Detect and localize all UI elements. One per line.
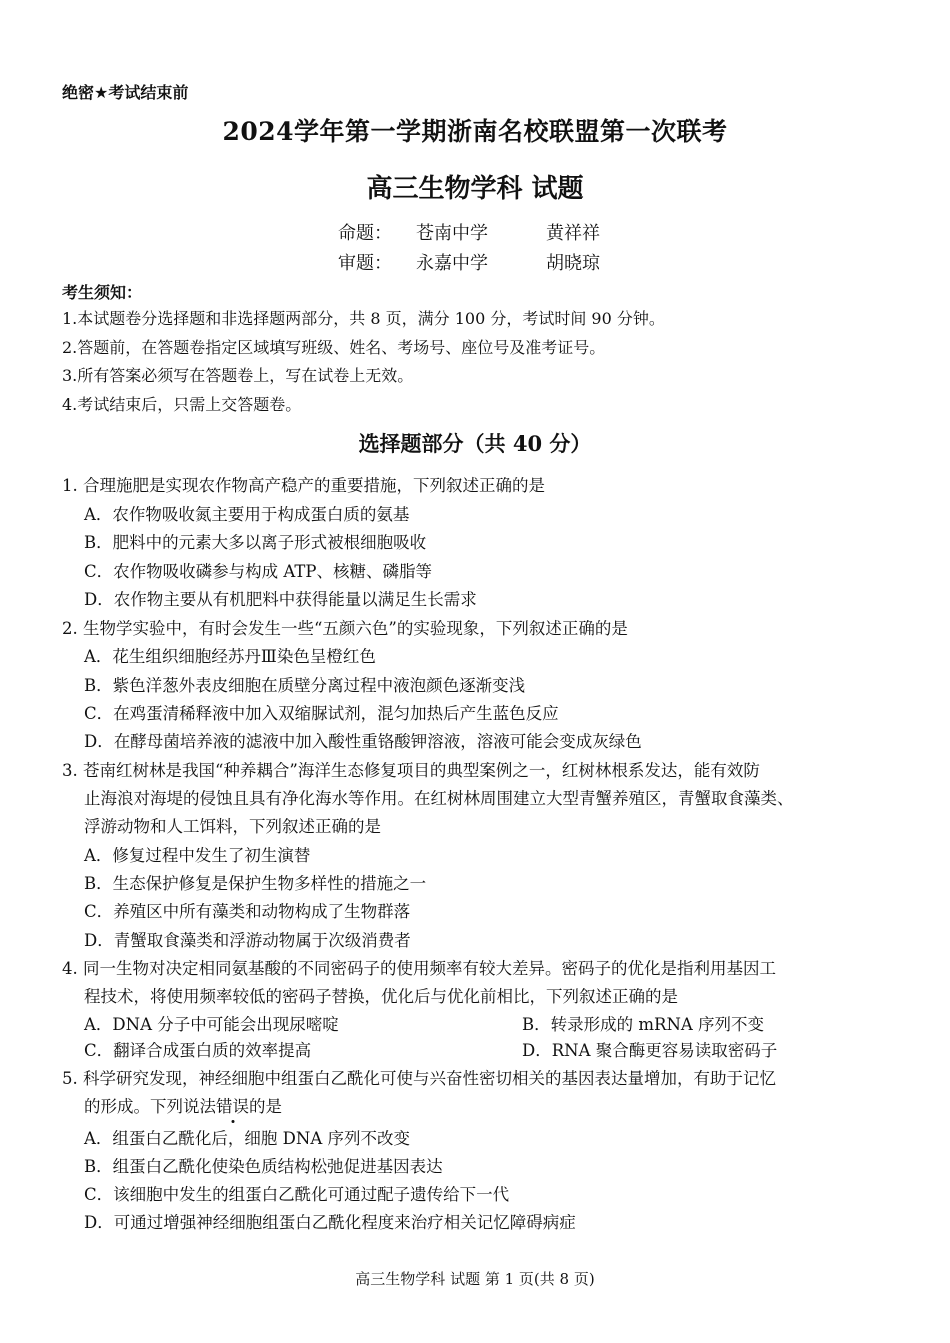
question-4-stem: 程技术，将使用频率较低的密码子替换，优化后与优化前相比，下列叙述正确的是: [84, 987, 678, 1006]
question-5-option-b: B．组蛋白乙酰化使染色质结构松弛促进基因表达: [84, 1157, 443, 1176]
question-5-option-a: A．组蛋白乙酰化后，细胞 DNA 序列不改变: [84, 1129, 410, 1148]
notice-item: 2.答题前，在答题卷指定区域填写班级、姓名、考场号、座位号及准考证号。: [62, 338, 606, 357]
question-3-stem: 浮游动物和人工饵料，下列叙述正确的是: [84, 817, 381, 836]
notice-item: 3.所有答案必须写在答题卷上，写在试卷上无效。: [62, 366, 414, 385]
question-1-stem: 1. 合理施肥是实现农作物高产稳产的重要措施，下列叙述正确的是: [62, 476, 545, 495]
exam-title: 2024学年第一学期浙南名校联盟第一次联考: [222, 117, 728, 146]
author-line-reviewer: [338, 249, 600, 275]
question-1-option-b: B．肥料中的元素大多以离子形式被根细胞吸收: [84, 533, 427, 552]
author-role: 命题：: [338, 223, 392, 244]
question-4-stem: 4. 同一生物对决定相同氨基酸的不同密码子的使用频率有较大差异。密码子的优化是指利用基因工: [62, 959, 776, 978]
section-title: 选择题部分（共 40 分）: [358, 431, 592, 456]
page-footer: 高三生物学科 试题 第 1 页(共 8 页): [355, 1270, 595, 1288]
author-name: 黄祥祥: [546, 223, 600, 244]
question-1-option-d: D．农作物主要从有机肥料中获得能量以满足生长需求: [84, 590, 477, 609]
question-3-option-d: D．青蟹取食藻类和浮游动物属于次级消费者: [84, 931, 411, 950]
exam-subtitle: 高三生物学科 试题: [366, 174, 584, 204]
question-4-option-b: B．转录形成的 mRNA 序列不变: [522, 1015, 765, 1034]
question-2-option-d: D．在酵母菌培养液的滤液中加入酸性重铬酸钾溶液，溶液可能会变成灰绿色: [84, 732, 642, 751]
question-4-option-c: C．翻译合成蛋白质的效率提高: [84, 1041, 312, 1060]
notice-item: 4.考试结束后，只需上交答题卷。: [62, 395, 302, 414]
question-1-option-a: A．农作物吸收氮主要用于构成蛋白质的氨基: [84, 505, 410, 524]
question-5-stem: 5. 科学研究发现，神经细胞中组蛋白乙酰化可使与兴奋性密切相关的基因表达量增加，有助于记忆: [62, 1069, 776, 1088]
question-5-stem-text: 的形成。下列说法: [84, 1097, 216, 1116]
question-3-option-b: B．生态保护修复是保护生物多样性的措施之一: [84, 874, 427, 893]
question-5-stem-tail: 的是: [249, 1097, 282, 1116]
question-3-option-c: C．养殖区中所有藻类和动物构成了生物群落: [84, 902, 411, 921]
notice-item: 1.本试题卷分选择题和非选择题两部分，共 8 页，满分 100 分，考试时间 90 分钟。: [62, 309, 665, 328]
question-2-stem: 2. 生物学实验中，有时会发生一些“五颜六色”的实验现象，下列叙述正确的是: [62, 619, 628, 638]
question-4-option-a: A．DNA 分子中可能会出现尿嘧啶: [84, 1015, 339, 1034]
question-2-option-b: B．紫色洋葱外表皮细胞在质壁分离过程中液泡颜色逐渐变浅: [84, 676, 526, 695]
question-3-stem: 止海浪对海堤的侵蚀且具有净化海水等作用。在红树林周围建立大型青蟹养殖区，青蟹取食藻类、: [84, 789, 794, 808]
question-1-option-c: C．农作物吸收磷参与构成 ATP、核糖、磷脂等: [84, 562, 432, 581]
question-5-option-c: C．该细胞中发生的组蛋白乙酰化可通过配子遗传给下一代: [84, 1185, 510, 1204]
question-3-stem: 3. 苍南红树林是我国“种养耦合”海洋生态修复项目的典型案例之一，红树林根系发达，能有效防: [62, 761, 760, 780]
question-4-option-d: D．RNA 聚合酶更容易读取密码子: [522, 1041, 778, 1060]
author-school: 苍南中学: [416, 223, 488, 244]
author-name: 胡晓琼: [546, 253, 600, 274]
author-role: 审题：: [338, 253, 392, 274]
question-3-option-a: A．修复过程中发生了初生演替: [84, 846, 311, 865]
question-2-option-c: C．在鸡蛋清稀释液中加入双缩脲试剂，混匀加热后产生蓝色反应: [84, 704, 559, 723]
author-school: 永嘉中学: [416, 253, 488, 274]
question-5-option-d: D．可通过增强神经细胞组蛋白乙酰化程度来治疗相关记忆障碍病症: [84, 1213, 576, 1232]
question-5-stem: [84, 1096, 282, 1118]
author-line-setter: [338, 219, 600, 245]
confidential-mark: 绝密★考试结束前: [62, 83, 189, 102]
notice-title: 考生须知：: [62, 283, 143, 302]
question-2-option-a: A．花生组织细胞经苏丹Ⅲ染色呈橙红色: [84, 647, 376, 666]
question-5-emphasis: 错误: [216, 1097, 249, 1116]
